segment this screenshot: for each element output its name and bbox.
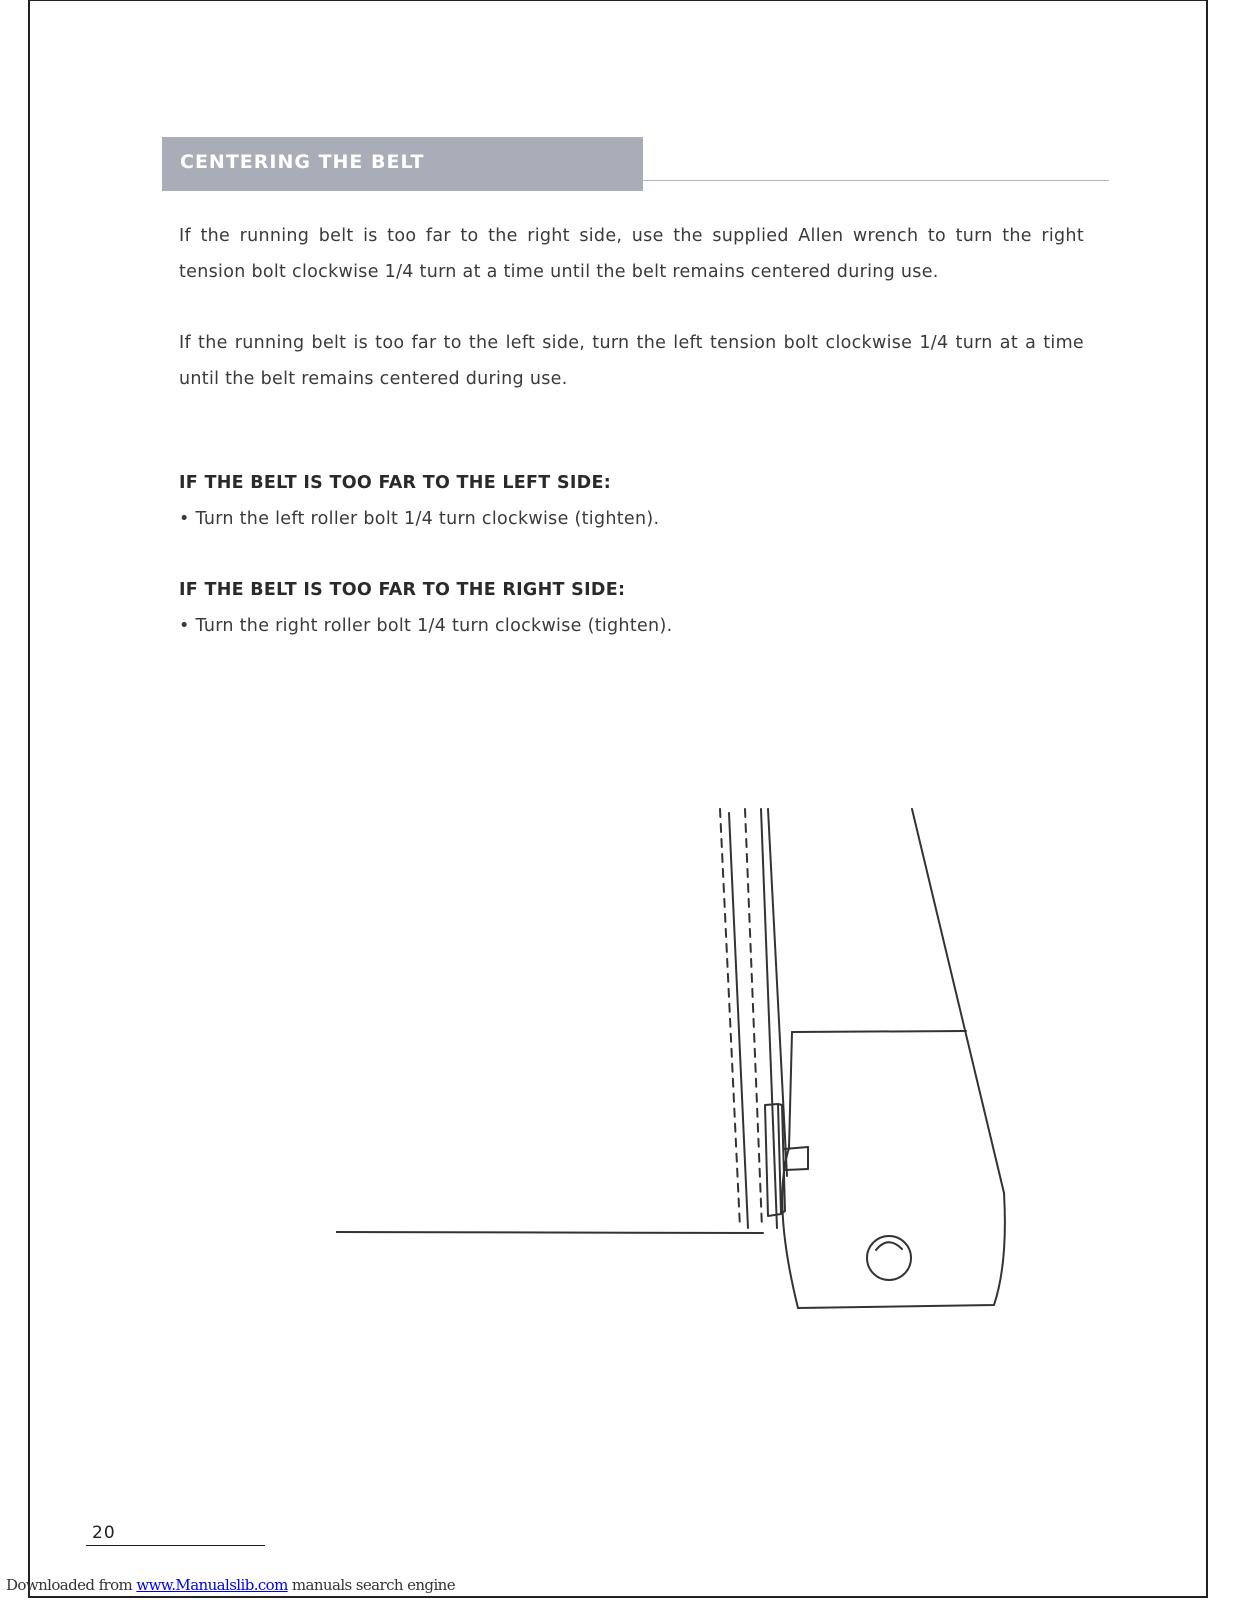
belt-side-line	[729, 813, 748, 1228]
end-cap-top-edge	[792, 1031, 966, 1032]
end-cap-outer-edge	[912, 809, 1004, 1193]
page-number-rule	[86, 1545, 265, 1546]
belt-dashed-edge-inner	[745, 809, 762, 1228]
bullet-left-roller: • Turn the left roller bolt 1/4 turn clockwise (tighten).	[179, 509, 660, 529]
footer-suffix: manuals search engine	[287, 1576, 455, 1594]
heading-belt-too-far-left: IF THE BELT IS TOO FAR TO THE LEFT SIDE:	[179, 473, 612, 493]
manualslib-link[interactable]: www.Manualslib.com	[136, 1576, 288, 1594]
rail-inner-line	[761, 809, 777, 1228]
paragraph-left-side: If the running belt is too far to the left side, turn the left tension bolt clockwise 1/4 turn at a time until the belt remains centered during use.	[179, 333, 1084, 389]
section-header	[162, 137, 643, 191]
download-footer	[6, 1576, 455, 1594]
end-cap-bottom-edge	[798, 1193, 1005, 1308]
section-title: CENTERING THE BELT	[180, 151, 425, 173]
page-number: 20	[92, 1523, 116, 1543]
roller-bolt-inner	[876, 1242, 902, 1250]
bullet-right-roller: • Turn the right roller bolt 1/4 turn clockwise (tighten).	[179, 616, 673, 636]
bracket-top	[784, 1147, 808, 1149]
belt-front-edge	[336, 1232, 763, 1233]
header-rule	[643, 180, 1109, 181]
belt-dashed-edge-outer	[720, 809, 740, 1228]
heading-belt-too-far-right: IF THE BELT IS TOO FAR TO THE RIGHT SIDE:	[179, 580, 626, 600]
footer-prefix: Downloaded from	[6, 1576, 137, 1594]
paragraph-right-side: If the running belt is too far to the right side, use the supplied Allen wrench to turn the right tension bolt clockwise 1/4 turn at a time until the belt remains centered during use.	[179, 226, 1084, 282]
bracket-bottom	[785, 1169, 808, 1170]
treadmill-roller-illustration	[336, 803, 1008, 1313]
